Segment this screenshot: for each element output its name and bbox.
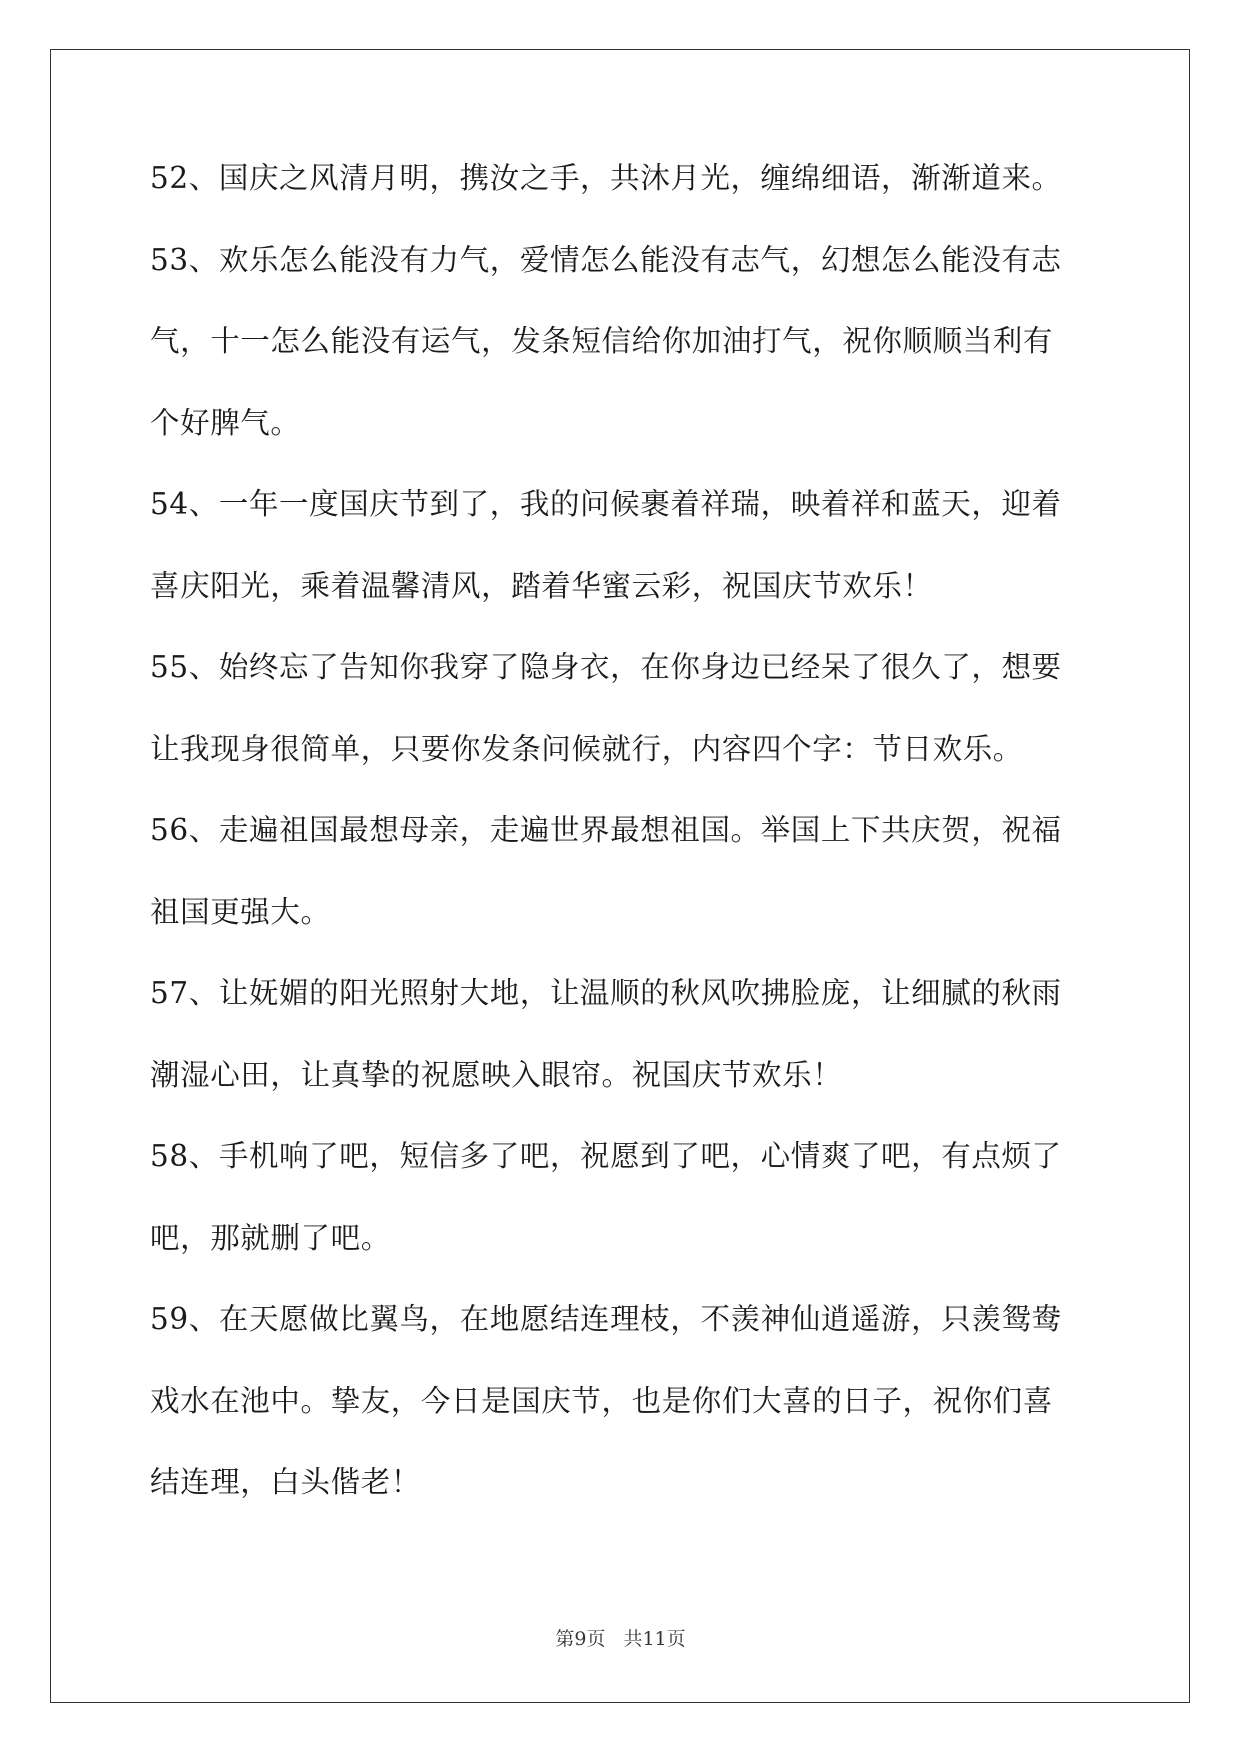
text-line: 52、国庆之风清月明，携汝之手，共沐月光，缠绵细语，渐渐道来。 xyxy=(150,161,1062,195)
page-footer xyxy=(0,1628,1241,1650)
entry-59 xyxy=(150,1304,1090,1549)
text-line: 57、让妩媚的阳光照射大地，让温顺的秋风吹拂脸庞，让细腻的秋雨 xyxy=(150,976,1062,1010)
entry-58 xyxy=(150,1141,1090,1304)
entry-56 xyxy=(150,815,1090,978)
text-line: 结连理，白头偕老！ xyxy=(150,1465,421,1499)
page-number: 第9页 xyxy=(555,1628,606,1650)
text-line: 54、一年一度国庆节到了，我的问候裹着祥瑞，映着祥和蓝天，迎着 xyxy=(150,487,1062,521)
text-line: 气，十一怎么能没有运气，发条短信给你加油打气，祝你顺顺当利有 xyxy=(150,324,1054,358)
text-line: 戏水在池中。挚友，今日是国庆节，也是你们大喜的日子，祝你们喜 xyxy=(150,1383,1054,1418)
text-line: 个好脾气。 xyxy=(150,405,301,440)
text-line: 喜庆阳光，乘着温馨清风，踏着华蜜云彩，祝国庆节欢乐！ xyxy=(150,568,933,603)
entry-57 xyxy=(150,978,1090,1141)
text-line: 56、走遍祖国最想母亲，走遍世界最想祖国。举国上下共庆贺，祝福 xyxy=(150,813,1062,847)
entry-53 xyxy=(150,242,1090,490)
text-line: 祖国更强大。 xyxy=(150,894,331,929)
text-line: 潮湿心田，让真挚的祝愿映入眼帘。祝国庆节欢乐！ xyxy=(150,1057,843,1092)
text-line: 59、在天愿做比翼鸟，在地愿结连理枝，不羡神仙逍遥游，只羡鸳鸯 xyxy=(150,1302,1062,1336)
text-line: 让我现身很简单，只要你发条问候就行，内容四个字：节日欢乐。 xyxy=(150,731,1023,766)
entry-54 xyxy=(150,489,1090,652)
text-line: 58、手机响了吧，短信多了吧，祝愿到了吧，心情爽了吧，有点烦了 xyxy=(150,1139,1062,1173)
text-line: 53、欢乐怎么能没有力气，爱情怎么能没有志气，幻想怎么能没有志 xyxy=(150,242,1062,277)
page-total: 共11页 xyxy=(623,1628,686,1650)
document-body xyxy=(150,163,1090,1549)
text-line: 55、始终忘了告知你我穿了隐身衣，在你身边已经呆了很久了，想要 xyxy=(150,650,1062,684)
entry-55 xyxy=(150,652,1090,815)
entry-52 xyxy=(150,163,1090,245)
text-line: 吧，那就删了吧。 xyxy=(150,1220,391,1255)
